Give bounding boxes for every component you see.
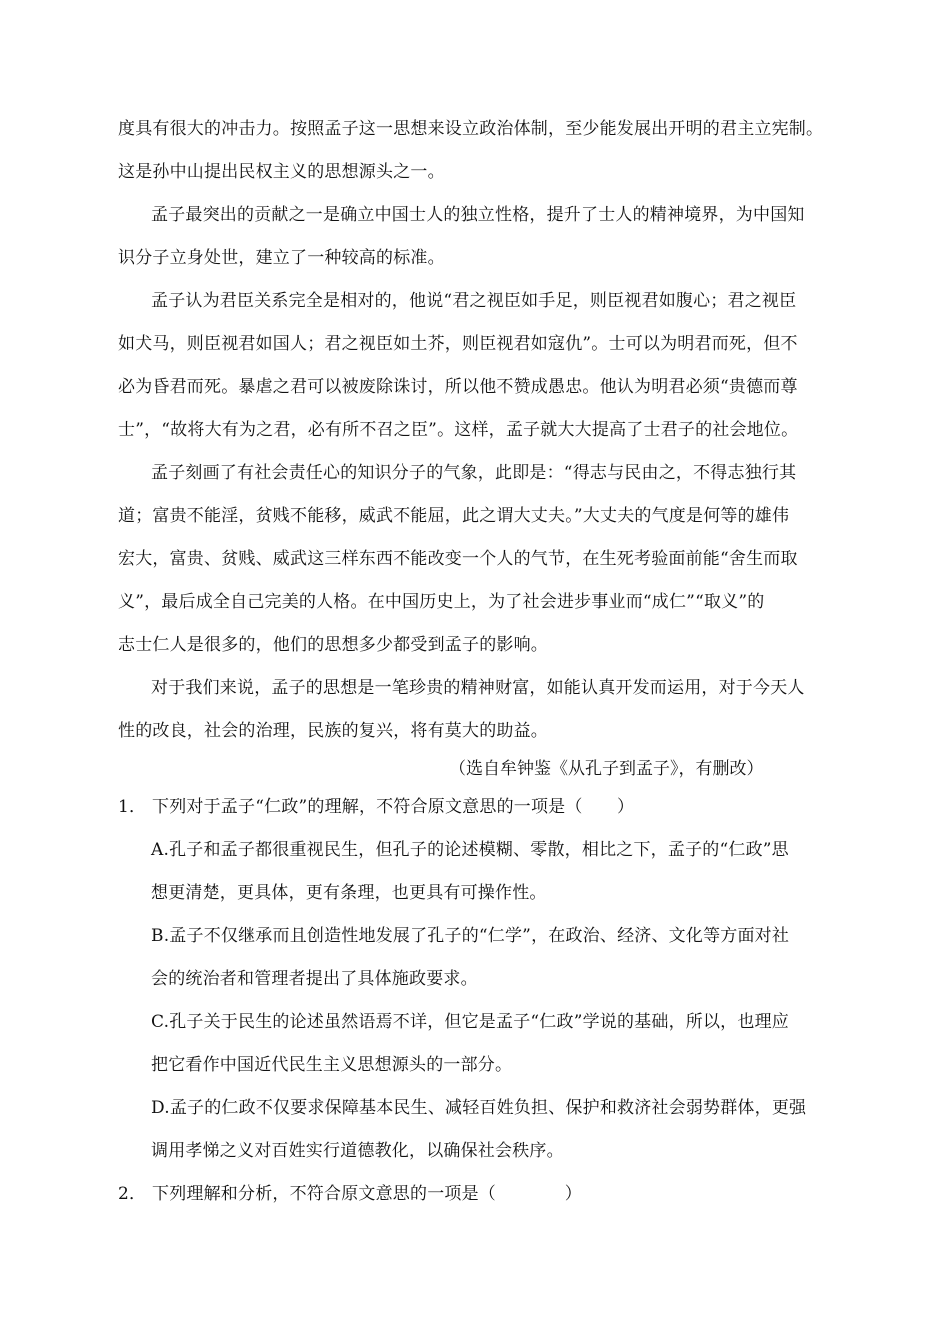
question-stem: 下列理解和分析，不符合原文意思的一项是（ ） [152,1184,582,1204]
passage-line: 孟子认为君臣关系完全是相对的，他说“君之视臣如手足，则臣视君如腹心；君之视臣 [151,291,797,311]
passage-line: 道；富贵不能淫，贫贱不能移，威武不能屈，此之谓大丈夫。”大丈夫的气度是何等的雄伟 [118,506,790,526]
passage-line: 必为昏君而死。暴虐之君可以被废除诛讨，所以他不赞成愚忠。他认为明君必须“贵德而尊 [118,377,798,397]
passage-line: 这是孙中山提出民权主义的思想源头之一。 [118,162,445,182]
option-d-line: 调用孝悌之义对百姓实行道德教化，以确保社会秩序。 [151,1141,564,1161]
passage-line: 性的改良，社会的治理，民族的复兴，将有莫大的助益。 [118,721,548,741]
question-1 [118,796,634,818]
option-b-line: 会的统治者和管理者提出了具体施政要求。 [151,969,478,989]
passage-line: 宏大，富贵、贫贱、威武这三样东西不能改变一个人的气节，在生死考验面前能“舍生而取 [118,549,798,569]
question-stem: 下列对于孟子“仁政”的理解，不符合原文意思的一项是（ ） [152,797,635,817]
option-b-line: B.孟子不仅继承而且创造性地发展了孔子的“仁学”，在政治、经济、文化等方面对社 [151,926,790,946]
passage-line: 度具有很大的冲击力。按照孟子这一思想来设立政治体制，至少能发展出开明的君主立宪制。 [118,119,824,139]
option-d-line: D.孟子的仁政不仅要求保障基本民生、减轻百姓负担、保护和救济社会弱势群体，更强 [151,1098,807,1118]
passage-line: 士”，“故将大有为之君，必有所不召之臣”。这样，孟子就大大提高了士君子的社会地位。 [118,420,799,440]
option-c-line: 把它看作中国近代民生主义思想源头的一部分。 [151,1055,513,1075]
question-number: 1． [118,797,147,817]
passage-line: 孟子刻画了有社会责任心的知识分子的气象，此即是：“得志与民由之，不得志独行其 [151,463,797,483]
passage-line: 义”，最后成全自己完美的人格。在中国历史上，为了社会进步事业而“成仁”“取义”的 [118,592,765,612]
question-2 [118,1183,582,1205]
question-number: 2． [118,1184,147,1204]
source-citation: （选自牟钟鉴《从孔子到孟子》，有删改） [449,759,764,779]
passage-line: 孟子最突出的贡献之一是确立中国士人的独立性格，提升了士人的精神境界，为中国知 [151,205,805,225]
passage-line: 志士仁人是很多的，他们的思想多少都受到孟子的影响。 [118,635,548,655]
option-c-line: C.孔子关于民生的论述虽然语焉不详，但它是孟子“仁政”学说的基础，所以，也理应 [151,1012,789,1032]
passage-line: 对于我们来说，孟子的思想是一笔珍贵的精神财富，如能认真开发而运用，对于今天人 [151,678,805,698]
option-a-line: A.孔子和孟子都很重视民生，但孔子的论述模糊、零散，相比之下，孟子的“仁政”思 [151,840,789,860]
option-a-line: 想更清楚，更具体，更有条理，也更具有可操作性。 [151,883,547,903]
passage-line: 识分子立身处世，建立了一种较高的标准。 [118,248,445,268]
passage-line: 如犬马，则臣视君如国人；君之视臣如土芥，则臣视君如寇仇”。士可以为明君而死，但不 [118,334,798,354]
